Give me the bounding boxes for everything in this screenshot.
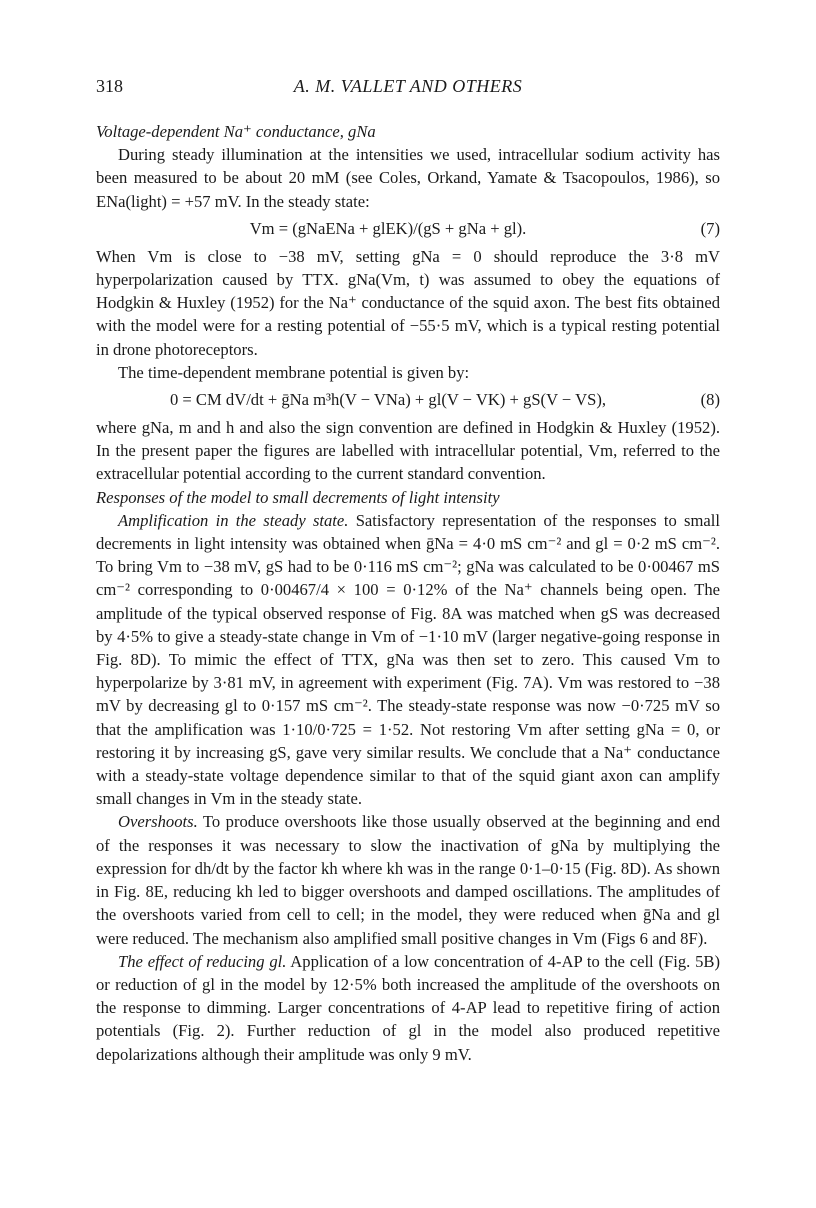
running-head: A. M. VALLET AND OTHERS bbox=[293, 76, 523, 96]
equation-8-number: (8) bbox=[700, 390, 720, 410]
runin-reducing-gl: The effect of reducing gl. bbox=[118, 951, 287, 971]
paragraph-sign-convention: where gNa, m and h and also the sign convention are defined in Hodgkin & Huxley (1952). In the present paper the figures are labelled with intracellular potential, Vm, referred to the extracellular potential according to the current standard convention. bbox=[96, 418, 720, 484]
page-number: 318 bbox=[96, 76, 123, 96]
text-amplification: Satisfactory representation of the responses to small decrements in light intensity was obtained when ḡNa = 4·0 mS cm⁻² and gl = 0·2 mS cm⁻². To bring Vm to −38 mV, gS had to be 0·116 mS cm⁻²; gNa was calculated to be 0·00467 mS cm⁻² corresponding to 0·00467/4 × 100 = 0·12% of the Na⁺ channels being open. The amplitude of the typical observed response of Fig. 8A was matched when gS was decreased by 4·5% to give a steady-state change in Vm of −1·10 mV (larger negative-going response in Fig. 8D). To mimic the effect of TTX, gNa was then set to zero. This caused Vm to hyperpolarize by 3·81 mV, in agreement with experiment (Fig. 7A). Vm was restored to −38 mV by decreasing gl to 0·157 mS cm⁻². The steady-state response was now −0·725 mV so that the amplification was 1·10/0·725 = 1·52. Not restoring Vm after setting gNa = 0, or restoring it by increasing gS, gave very similar results. We conclude that a Na⁺ conductance with a steady-state voltage dependence similar to that of the squid giant axon can amplify small changes in Vm in the steady state. bbox=[96, 510, 720, 809]
page-header bbox=[96, 76, 720, 100]
equation-8 bbox=[96, 384, 720, 416]
equation-8-body: 0 = CM dV/dt + ḡNa m³h(V − VNa) + gl(V − VK) + gS(V − VS), bbox=[169, 390, 607, 410]
paragraph-time-dependent: The time-dependent membrane potential is given by: bbox=[118, 362, 470, 382]
paragraph-reducing-gl bbox=[96, 950, 720, 1066]
equation-7-number: (7) bbox=[700, 218, 720, 238]
paragraph-steady-illumination: During steady illumination at the intensities we used, intracellular sodium activity has been measured to be about 20 mM (see Coles, Orkand, Yamate & Tsacopoulos, 1986), so ENa(light) = +57 mV. In the steady state: bbox=[96, 145, 720, 211]
page-body bbox=[96, 120, 720, 1066]
text-overshoots: To produce overshoots like those usually observed at the beginning and end of the responses it was necessary to slow the inactivation of gNa by multiplying the expression for dh/dt by the factor kh where kh was in the range 0·1–0·15 (Fig. 8D). As shown in Fig. 8E, reducing kh led to bigger overshoots and damped oscillations. The amplitudes of the overshoots varied from cell to cell; in the model, they were reduced when ḡNa and gl were reduced. The mechanism also amplified small positive changes in Vm (Figs 6 and 8F). bbox=[96, 812, 720, 948]
text-reducing-gl: Application of a low concentration of 4-AP to the cell (Fig. 5B) or reduction of gl in the model by 12·5% both increased the amplitude of the overshoots on the response to dimming. Larger concentrations of 4-AP lead to repetitive firing of action potentials (Fig. 2). Further reduction of gl in the model also produced repetitive depolarizations although their amplitude was only 9 mV. bbox=[96, 951, 720, 1064]
section-title-na-conductance: Voltage-dependent Na⁺ conductance, gNa bbox=[96, 122, 376, 141]
paragraph-overshoots bbox=[96, 810, 720, 949]
paragraph-amplification bbox=[96, 509, 720, 811]
equation-7-body: Vm = (gNaENa + glEK)/(gS + gNa + gl). bbox=[249, 218, 527, 238]
section-title-responses: Responses of the model to small decrements of light intensity bbox=[96, 487, 500, 507]
runin-amplification: Amplification in the steady state. bbox=[118, 510, 349, 530]
paragraph-ttx-hyperpolarization: When Vm is close to −38 mV, setting gNa = 0 should reproduce the 3·8 mV hyperpolarization caused by TTX. gNa(Vm, t) was assumed to obey the equations of Hodgkin & Huxley (1952) for the Na⁺ conductance of the squid axon. The best fits obtained with the model were for a resting potential of −55·5 mV, which is a typical resting potential in drone photoreceptors. bbox=[96, 246, 720, 359]
equation-7 bbox=[96, 213, 720, 245]
runin-overshoots: Overshoots. bbox=[118, 812, 198, 832]
